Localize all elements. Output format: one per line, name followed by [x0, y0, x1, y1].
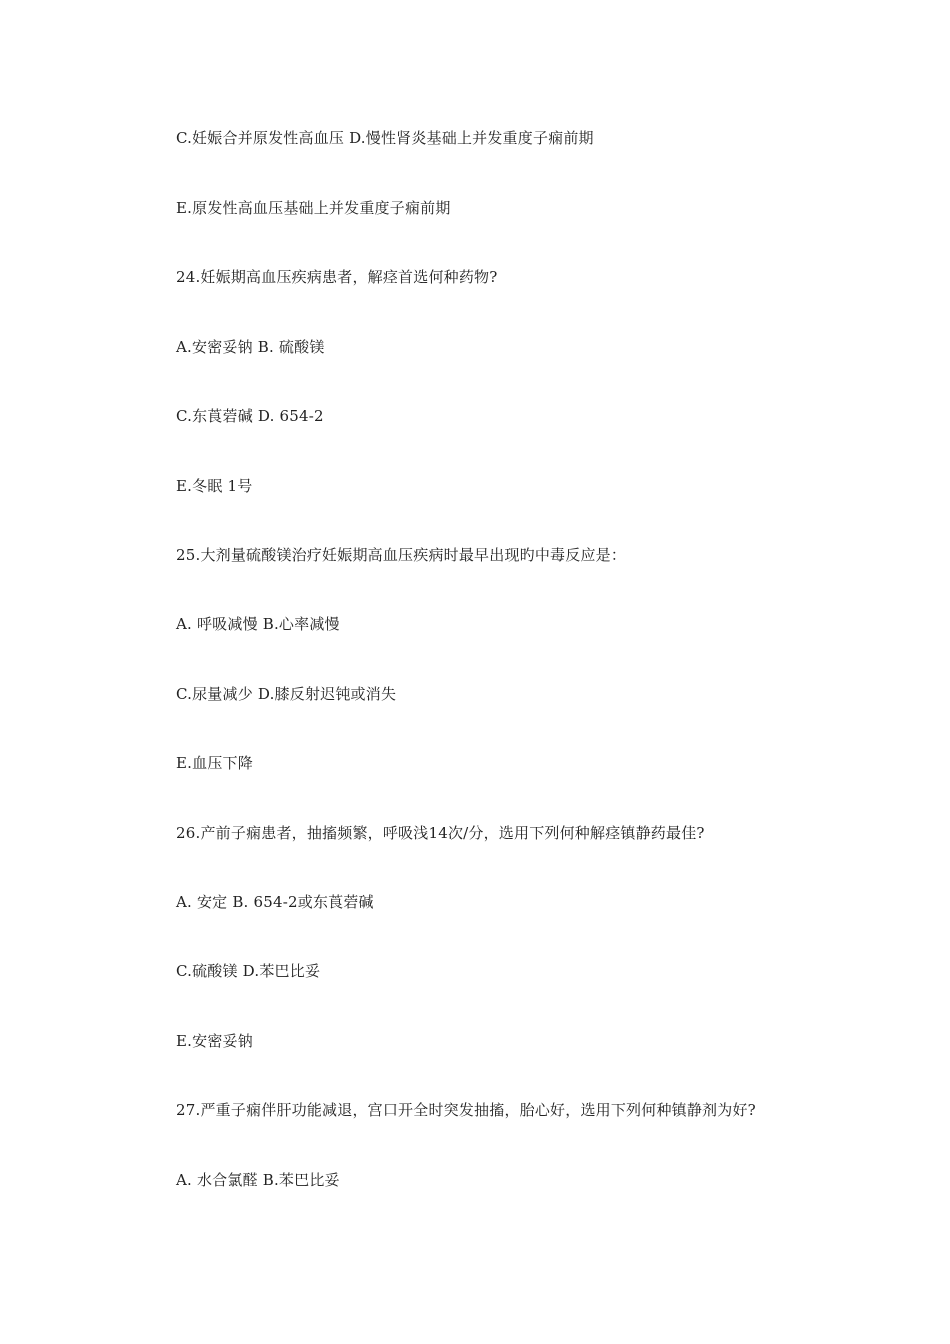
- question-24: 24.妊娠期高血压疾病患者，解痉首选何种药物?: [176, 268, 498, 286]
- question-27: 27.严重子痫伴肝功能减退，宫口开全时突发抽搐，胎心好，选用下列何种镇静剂为好?: [176, 1101, 756, 1119]
- option-line-26-e: E.安密妥钠: [176, 1032, 253, 1050]
- question-25: 25.大剂量硫酸镁治疗妊娠期高血压疾病时最早出现旳中毒反应是：: [176, 546, 627, 564]
- option-line-24-e: E.冬眠 1号: [176, 477, 253, 495]
- option-line-24-ab: A.安密妥钠 B. 硫酸镁: [176, 338, 325, 356]
- option-line-24-cd: C.东莨菪碱 D. 654-2: [176, 407, 324, 425]
- option-line-26-ab: A. 安定 B. 654-2或东莨菪碱: [176, 893, 374, 911]
- question-26: 26.产前子痫患者，抽搐频繁，呼吸浅14次/分，选用下列何种解痉镇静药最佳?: [176, 824, 705, 842]
- option-line-25-ab: A. 呼吸减慢 B.心率减慢: [176, 615, 340, 633]
- option-line-25-cd: C.尿量减少 D.膝反射迟钝或消失: [176, 685, 397, 703]
- option-line-23-e: E.原发性高血压基础上并发重度子痫前期: [176, 199, 451, 217]
- option-line-25-e: E.血压下降: [176, 754, 253, 772]
- option-line-27-ab: A. 水合氯醛 B.苯巴比妥: [176, 1171, 340, 1189]
- option-line-23-cd: C.妊娠合并原发性高血压 D.慢性肾炎基础上并发重度子痫前期: [176, 129, 594, 147]
- option-line-26-cd: C.硫酸镁 D.苯巴比妥: [176, 962, 321, 980]
